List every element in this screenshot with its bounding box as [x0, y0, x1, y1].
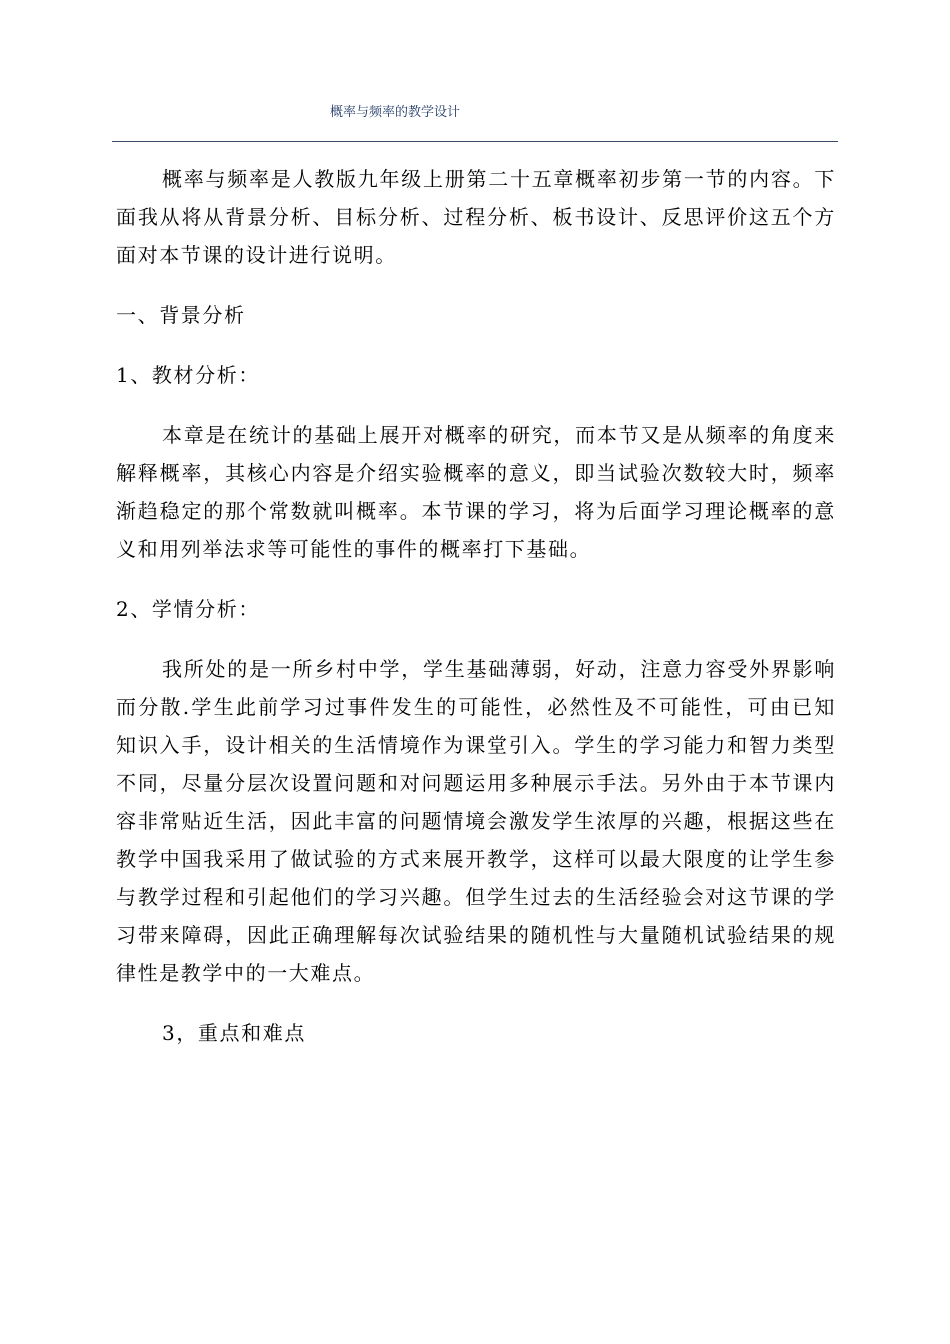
student-analysis-paragraph: 我所处的是一所乡村中学，学生基础薄弱，好动，注意力容受外界影响而分散.学生此前学习过事件发生的可能性，必然性及不可能性，可由已知知识入手，设计相关的生活情境作为课堂引入。学生的学习能力和智力类型不同，尽量分层次设置问题和对问题运用多种展示手法。另外由于本节课内容非常贴近生活，因此丰富的问题情境会激发学生浓厚的兴趣，根据这些在教学中国我采用了做试验的方式来展开教学，这样可以最大限度的让学生参与教学过程和引起他们的学习兴趣。但学生过去的生活经验会对这节课的学习带来障碍，因此正确理解每次试验结果的随机性与大量随机试验结果的规律性是教学中的一大难点。	[116, 657, 836, 985]
subheading-textbook-analysis: 1、教材分析：	[116, 363, 260, 387]
section-heading-background: 一、背景分析	[116, 303, 246, 327]
textbook-analysis-paragraph: 本章是在统计的基础上展开对概率的研究，而本节又是从频率的角度来解释概率，其核心内容是介绍实验概率的意义，即当试验次数较大时，频率渐趋稳定的那个常数就叫概率。本节课的学习，将为后面学习理论概率的意义和用列举法求等可能性的事件的概率打下基础。	[116, 423, 836, 561]
subheading-key-points: 3，重点和难点	[162, 1021, 306, 1045]
page-header	[0, 103, 950, 123]
subheading-student-analysis: 2、学情分析：	[116, 597, 260, 621]
document-body	[116, 160, 836, 1052]
header-divider	[112, 141, 838, 142]
intro-paragraph: 概率与频率是人教版九年级上册第二十五章概率初步第一节的内容。下面我从将从背景分析、目标分析、过程分析、板书设计、反思评价这五个方面对本节课的设计进行说明。	[116, 167, 836, 267]
header-title: 概率与频率的教学设计	[330, 105, 461, 120]
